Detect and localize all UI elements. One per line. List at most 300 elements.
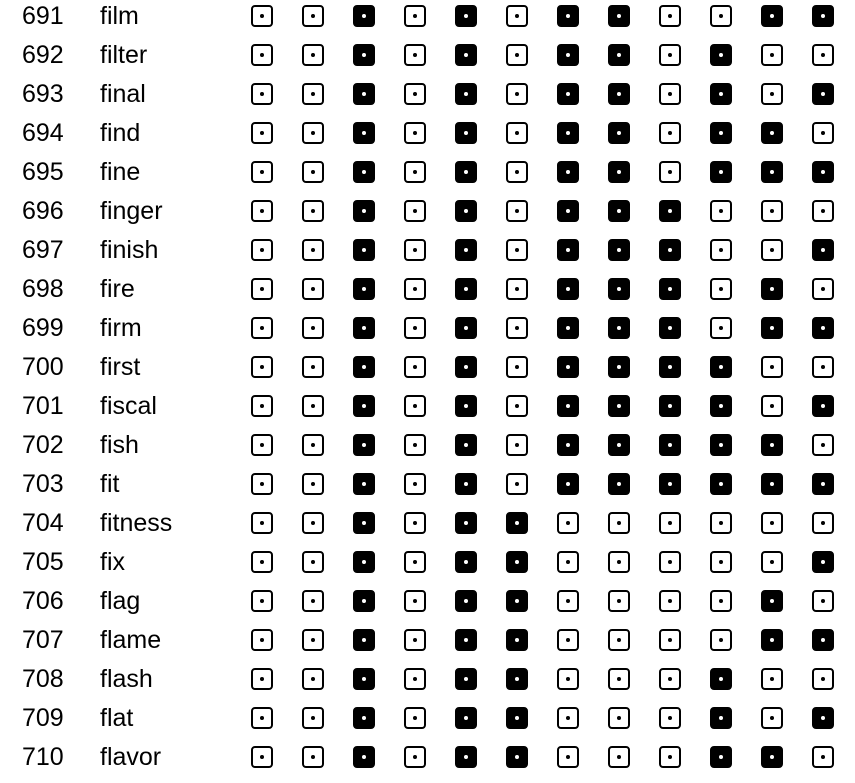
bit-empty-icon [557, 746, 579, 768]
bit-filled-icon [353, 707, 375, 729]
bit-filled-icon [812, 473, 834, 495]
bit-empty-icon [251, 161, 273, 183]
bit-filled-icon [455, 668, 477, 690]
bit-filled-icon [455, 746, 477, 768]
bit-empty-icon [557, 668, 579, 690]
bit-empty-icon [404, 200, 426, 222]
bit-empty-icon [302, 356, 324, 378]
bit-filled-icon [557, 356, 579, 378]
word-row [0, 741, 855, 780]
bit-filled-icon [557, 161, 579, 183]
bit-empty-icon [557, 512, 579, 534]
bit-filled-icon [659, 278, 681, 300]
bit-filled-icon [455, 122, 477, 144]
bit-filled-icon [659, 200, 681, 222]
bit-filled-icon [710, 434, 732, 456]
word-row [0, 702, 855, 741]
word-index: 705 [22, 548, 64, 576]
bit-filled-icon [557, 317, 579, 339]
bit-filled-icon [761, 278, 783, 300]
bit-empty-icon [659, 161, 681, 183]
word-text: fix [100, 548, 125, 576]
bit-empty-icon [302, 278, 324, 300]
bit-filled-icon [353, 83, 375, 105]
bit-empty-icon [506, 5, 528, 27]
word-index: 698 [22, 275, 64, 303]
bit-filled-icon [608, 317, 630, 339]
bit-filled-icon [353, 161, 375, 183]
bit-empty-icon [251, 551, 273, 573]
bit-empty-icon [761, 512, 783, 534]
bit-empty-icon [404, 5, 426, 27]
bit-filled-icon [557, 395, 579, 417]
bit-empty-icon [506, 434, 528, 456]
bit-empty-icon [302, 317, 324, 339]
word-index: 694 [22, 119, 64, 147]
bit-empty-icon [608, 590, 630, 612]
bit-empty-icon [761, 707, 783, 729]
bit-filled-icon [557, 83, 579, 105]
word-row [0, 312, 855, 351]
bit-filled-icon [710, 746, 732, 768]
word-index: 695 [22, 158, 64, 186]
bit-empty-icon [404, 161, 426, 183]
bit-filled-icon [659, 473, 681, 495]
bit-empty-icon [659, 707, 681, 729]
word-row [0, 468, 855, 507]
bit-filled-icon [812, 707, 834, 729]
word-index: 708 [22, 665, 64, 693]
bit-filled-icon [710, 83, 732, 105]
bit-filled-icon [761, 122, 783, 144]
bit-filled-icon [761, 473, 783, 495]
bit-empty-icon [506, 122, 528, 144]
bit-filled-icon [608, 161, 630, 183]
bit-filled-icon [455, 239, 477, 261]
bit-empty-icon [404, 356, 426, 378]
bit-filled-icon [455, 590, 477, 612]
bit-filled-icon [506, 551, 528, 573]
bit-empty-icon [404, 434, 426, 456]
word-row [0, 273, 855, 312]
bit-filled-icon [761, 746, 783, 768]
bit-filled-icon [353, 317, 375, 339]
bit-empty-icon [812, 512, 834, 534]
bit-filled-icon [455, 278, 477, 300]
bit-filled-icon [761, 5, 783, 27]
bit-filled-icon [455, 317, 477, 339]
bit-empty-icon [251, 707, 273, 729]
bit-empty-icon [404, 395, 426, 417]
bit-empty-icon [404, 551, 426, 573]
word-index: 697 [22, 236, 64, 264]
bit-empty-icon [710, 629, 732, 651]
bit-filled-icon [659, 239, 681, 261]
bit-empty-icon [557, 590, 579, 612]
bit-empty-icon [251, 590, 273, 612]
word-index: 696 [22, 197, 64, 225]
bit-empty-icon [302, 590, 324, 612]
bit-filled-icon [608, 239, 630, 261]
bit-empty-icon [659, 83, 681, 105]
bit-filled-icon [353, 551, 375, 573]
bit-empty-icon [608, 629, 630, 651]
word-index: 709 [22, 704, 64, 732]
bit-empty-icon [302, 239, 324, 261]
bit-empty-icon [404, 590, 426, 612]
bit-empty-icon [608, 551, 630, 573]
bit-empty-icon [506, 395, 528, 417]
word-index: 692 [22, 41, 64, 69]
bit-empty-icon [659, 746, 681, 768]
bit-filled-icon [455, 434, 477, 456]
bit-filled-icon [353, 668, 375, 690]
bit-filled-icon [455, 395, 477, 417]
bit-filled-icon [353, 356, 375, 378]
bit-empty-icon [251, 629, 273, 651]
bit-empty-icon [608, 746, 630, 768]
bit-empty-icon [302, 668, 324, 690]
bit-filled-icon [761, 590, 783, 612]
word-text: flame [100, 626, 162, 654]
bit-empty-icon [710, 239, 732, 261]
bit-empty-icon [812, 746, 834, 768]
bit-filled-icon [608, 434, 630, 456]
bit-empty-icon [302, 395, 324, 417]
bit-filled-icon [353, 122, 375, 144]
bit-empty-icon [404, 317, 426, 339]
bit-filled-icon [557, 239, 579, 261]
bit-empty-icon [659, 590, 681, 612]
bit-empty-icon [761, 395, 783, 417]
word-row [0, 507, 855, 546]
bit-filled-icon [455, 5, 477, 27]
bit-filled-icon [812, 317, 834, 339]
word-row [0, 585, 855, 624]
bit-filled-icon [761, 629, 783, 651]
bit-empty-icon [251, 83, 273, 105]
bit-filled-icon [710, 668, 732, 690]
bit-filled-icon [353, 239, 375, 261]
bit-empty-icon [404, 44, 426, 66]
bit-empty-icon [251, 473, 273, 495]
bit-empty-icon [404, 629, 426, 651]
bit-empty-icon [710, 512, 732, 534]
bit-empty-icon [302, 122, 324, 144]
bit-filled-icon [608, 44, 630, 66]
bit-empty-icon [404, 83, 426, 105]
bit-empty-icon [506, 161, 528, 183]
bit-filled-icon [710, 707, 732, 729]
bit-filled-icon [710, 161, 732, 183]
bit-filled-icon [710, 356, 732, 378]
bit-empty-icon [608, 668, 630, 690]
word-text: fine [100, 158, 141, 186]
bit-empty-icon [710, 590, 732, 612]
bit-empty-icon [404, 239, 426, 261]
word-text: filter [100, 41, 148, 69]
bit-empty-icon [251, 44, 273, 66]
bit-empty-icon [404, 668, 426, 690]
bit-filled-icon [812, 395, 834, 417]
bit-empty-icon [251, 278, 273, 300]
bit-empty-icon [404, 746, 426, 768]
word-row [0, 429, 855, 468]
bit-empty-icon [251, 746, 273, 768]
bit-filled-icon [455, 707, 477, 729]
bit-empty-icon [506, 473, 528, 495]
bit-filled-icon [455, 200, 477, 222]
bit-filled-icon [608, 200, 630, 222]
word-text: film [100, 2, 139, 30]
bit-empty-icon [506, 239, 528, 261]
bit-empty-icon [761, 44, 783, 66]
bit-filled-icon [455, 44, 477, 66]
bit-empty-icon [404, 512, 426, 534]
bit-empty-icon [302, 5, 324, 27]
bit-empty-icon [710, 551, 732, 573]
bit-filled-icon [608, 356, 630, 378]
word-row [0, 0, 855, 39]
word-row [0, 117, 855, 156]
bit-filled-icon [506, 512, 528, 534]
bit-filled-icon [608, 83, 630, 105]
bit-empty-icon [557, 707, 579, 729]
bit-empty-icon [302, 161, 324, 183]
word-text: fit [100, 470, 120, 498]
word-text: fire [100, 275, 135, 303]
bit-filled-icon [353, 590, 375, 612]
bit-filled-icon [659, 356, 681, 378]
bit-empty-icon [557, 629, 579, 651]
bit-filled-icon [353, 629, 375, 651]
word-index: 701 [22, 392, 64, 420]
bit-filled-icon [353, 746, 375, 768]
bit-filled-icon [557, 473, 579, 495]
bit-filled-icon [812, 629, 834, 651]
word-text: flag [100, 587, 141, 615]
bit-empty-icon [404, 473, 426, 495]
bit-filled-icon [812, 551, 834, 573]
word-text: firm [100, 314, 142, 342]
bit-empty-icon [251, 668, 273, 690]
bit-empty-icon [659, 5, 681, 27]
bit-filled-icon [659, 395, 681, 417]
bit-empty-icon [812, 122, 834, 144]
bit-filled-icon [761, 317, 783, 339]
bit-empty-icon [302, 83, 324, 105]
bit-filled-icon [557, 5, 579, 27]
bit-empty-icon [812, 434, 834, 456]
bit-empty-icon [251, 356, 273, 378]
word-row [0, 234, 855, 273]
bit-empty-icon [302, 473, 324, 495]
bit-filled-icon [353, 278, 375, 300]
word-index: 691 [22, 2, 64, 30]
bit-empty-icon [812, 590, 834, 612]
bit-filled-icon [353, 44, 375, 66]
bit-filled-icon [455, 161, 477, 183]
bit-empty-icon [659, 668, 681, 690]
bit-filled-icon [455, 473, 477, 495]
bit-empty-icon [506, 44, 528, 66]
bit-empty-icon [404, 122, 426, 144]
bit-empty-icon [761, 668, 783, 690]
bit-empty-icon [251, 122, 273, 144]
bit-empty-icon [761, 551, 783, 573]
bit-empty-icon [302, 746, 324, 768]
word-text: finish [100, 236, 159, 264]
bit-empty-icon [506, 83, 528, 105]
word-text: finger [100, 197, 163, 225]
word-row [0, 390, 855, 429]
word-index: 704 [22, 509, 64, 537]
bit-filled-icon [761, 434, 783, 456]
word-index: 699 [22, 314, 64, 342]
word-row [0, 546, 855, 585]
word-row [0, 195, 855, 234]
bit-filled-icon [353, 512, 375, 534]
word-index: 693 [22, 80, 64, 108]
bit-empty-icon [506, 278, 528, 300]
bit-filled-icon [506, 629, 528, 651]
bit-empty-icon [812, 200, 834, 222]
bit-empty-icon [710, 278, 732, 300]
bit-filled-icon [812, 5, 834, 27]
bit-empty-icon [302, 551, 324, 573]
bit-empty-icon [608, 707, 630, 729]
bit-filled-icon [506, 707, 528, 729]
bit-filled-icon [557, 278, 579, 300]
bit-filled-icon [455, 512, 477, 534]
bit-filled-icon [608, 278, 630, 300]
bit-empty-icon [659, 512, 681, 534]
word-index: 703 [22, 470, 64, 498]
word-text: flavor [100, 743, 162, 771]
bit-empty-icon [302, 200, 324, 222]
word-text: fish [100, 431, 139, 459]
word-row [0, 156, 855, 195]
bit-filled-icon [506, 746, 528, 768]
bit-filled-icon [455, 356, 477, 378]
word-text: fitness [100, 509, 173, 537]
bit-filled-icon [353, 395, 375, 417]
bit-empty-icon [404, 707, 426, 729]
bit-empty-icon [251, 512, 273, 534]
bit-empty-icon [251, 200, 273, 222]
bit-empty-icon [302, 44, 324, 66]
bit-empty-icon [710, 5, 732, 27]
bit-filled-icon [710, 473, 732, 495]
bit-empty-icon [761, 239, 783, 261]
bit-empty-icon [710, 200, 732, 222]
bit-filled-icon [506, 668, 528, 690]
bit-filled-icon [506, 590, 528, 612]
bit-empty-icon [761, 200, 783, 222]
bit-empty-icon [506, 200, 528, 222]
bit-empty-icon [302, 629, 324, 651]
word-text: flash [100, 665, 153, 693]
bit-empty-icon [404, 278, 426, 300]
bit-empty-icon [812, 668, 834, 690]
bit-filled-icon [761, 161, 783, 183]
word-index: 700 [22, 353, 64, 381]
word-text: flat [100, 704, 134, 732]
bit-filled-icon [557, 434, 579, 456]
bit-filled-icon [353, 473, 375, 495]
bit-empty-icon [659, 122, 681, 144]
bit-filled-icon [557, 122, 579, 144]
bit-empty-icon [659, 551, 681, 573]
bit-empty-icon [506, 356, 528, 378]
bit-empty-icon [812, 278, 834, 300]
bit-filled-icon [812, 161, 834, 183]
bit-empty-icon [251, 395, 273, 417]
word-index: 710 [22, 743, 64, 771]
bit-empty-icon [557, 551, 579, 573]
bit-filled-icon [608, 5, 630, 27]
bit-empty-icon [659, 44, 681, 66]
bit-filled-icon [608, 473, 630, 495]
bit-filled-icon [353, 434, 375, 456]
bit-empty-icon [251, 239, 273, 261]
bit-filled-icon [608, 122, 630, 144]
bit-empty-icon [251, 317, 273, 339]
word-row [0, 663, 855, 702]
word-text: final [100, 80, 146, 108]
bit-empty-icon [506, 317, 528, 339]
bit-filled-icon [710, 122, 732, 144]
word-text: fiscal [100, 392, 157, 420]
word-text: find [100, 119, 141, 147]
bit-filled-icon [353, 5, 375, 27]
bit-filled-icon [710, 44, 732, 66]
bit-filled-icon [812, 239, 834, 261]
word-row [0, 351, 855, 390]
bit-empty-icon [302, 434, 324, 456]
bit-empty-icon [251, 5, 273, 27]
word-index: 706 [22, 587, 64, 615]
word-row [0, 78, 855, 117]
bit-empty-icon [608, 512, 630, 534]
bit-empty-icon [761, 356, 783, 378]
bit-empty-icon [710, 317, 732, 339]
word-row [0, 39, 855, 78]
bit-filled-icon [455, 83, 477, 105]
bit-filled-icon [812, 83, 834, 105]
bit-filled-icon [557, 44, 579, 66]
bit-empty-icon [761, 83, 783, 105]
bit-filled-icon [353, 200, 375, 222]
bit-empty-icon [812, 44, 834, 66]
word-index: 707 [22, 626, 64, 654]
word-index: 702 [22, 431, 64, 459]
bit-empty-icon [302, 707, 324, 729]
bit-filled-icon [455, 551, 477, 573]
bit-empty-icon [659, 629, 681, 651]
bit-empty-icon [812, 356, 834, 378]
bit-empty-icon [251, 434, 273, 456]
bit-filled-icon [557, 200, 579, 222]
bit-filled-icon [455, 629, 477, 651]
bit-filled-icon [659, 434, 681, 456]
bit-filled-icon [710, 395, 732, 417]
word-text: first [100, 353, 141, 381]
word-row [0, 624, 855, 663]
bit-filled-icon [608, 395, 630, 417]
bit-filled-icon [659, 317, 681, 339]
bit-empty-icon [302, 512, 324, 534]
